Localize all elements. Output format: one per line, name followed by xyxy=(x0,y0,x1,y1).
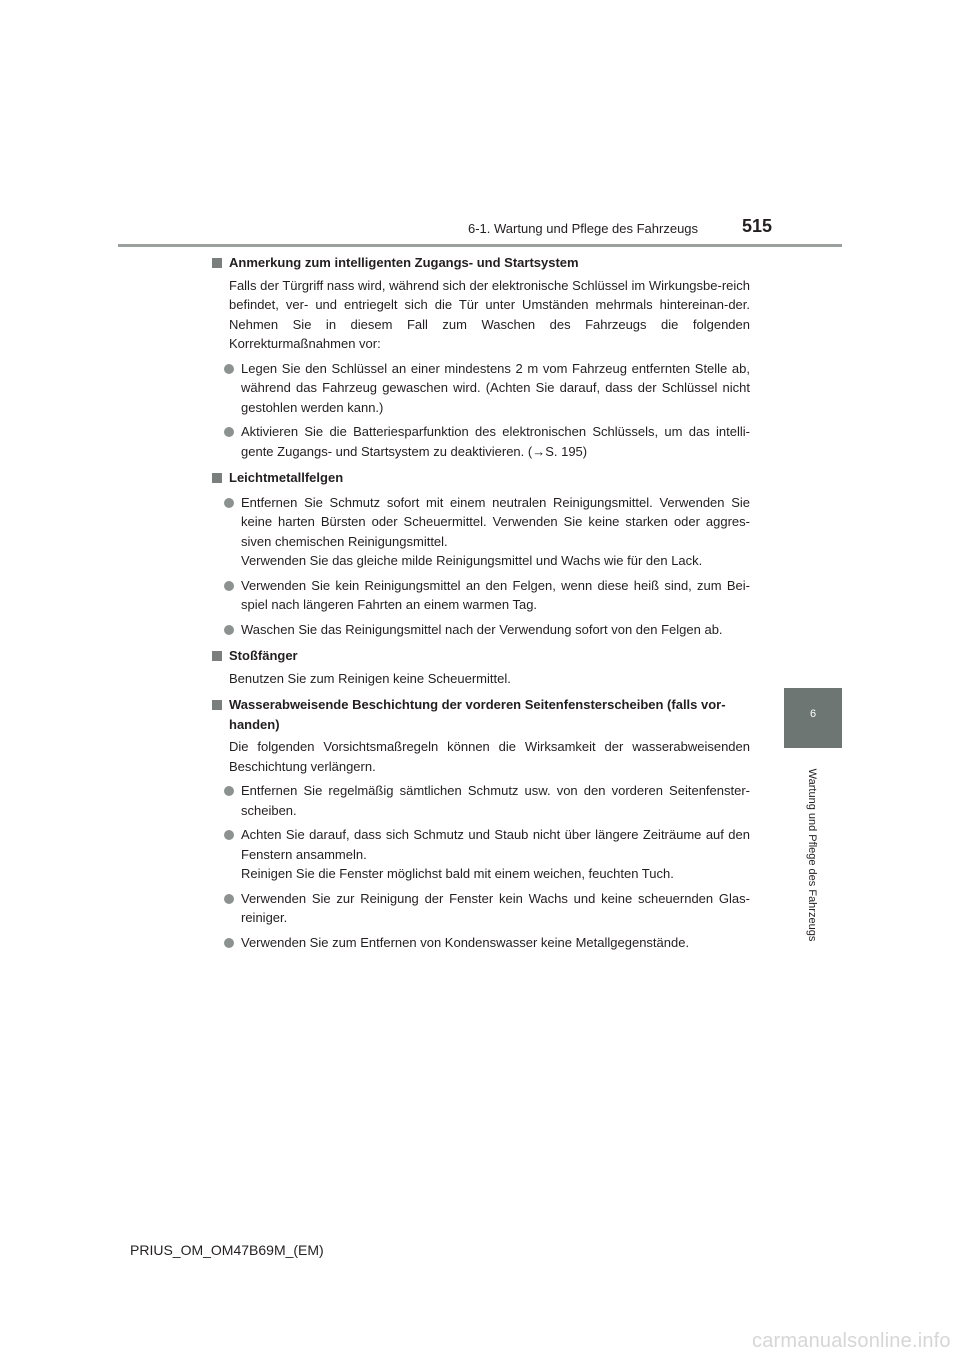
section-heading-text: Leichtmetallfelgen xyxy=(229,470,344,485)
bullet-text: Entfernen Sie Schmutz sofort mit einem neutralen Reinigungsmittel. Verwenden Sie keine harten Bürsten oder Scheuermittel. Verwenden Sie keine starken oder aggres-siven chemischen Reinigungsmittel. Verwenden Sie das gleiche milde Reinigungsmittel und Wachs wie für den Lack. xyxy=(241,494,750,568)
bullet-item xyxy=(210,889,750,928)
circle-bullet-icon xyxy=(224,364,234,374)
section-heading-text: Anmerkung zum intelligenten Zugangs- und Startsystem xyxy=(229,255,579,270)
header-rule xyxy=(118,244,842,247)
bullet-item xyxy=(210,422,750,461)
bullet-text: Waschen Sie das Reinigungsmittel nach der Verwendung sofort von den Felgen ab. xyxy=(241,621,723,637)
square-bullet-icon xyxy=(212,258,222,268)
chapter-tab-rule xyxy=(784,747,842,748)
page-content xyxy=(210,253,750,952)
section-paragraph: Falls der Türgriff nass wird, während sich der elektronische Schlüssel im Wirkungsbe-reich befindet, ver- und entriegelt sich die Tür unter Umständen mehrmals hintereinan-der. Nehmen Sie in diesem Fall zum Waschen des Fahrzeugs die folgenden Korrekturmaßnahmen vor: xyxy=(229,277,750,351)
circle-bullet-icon xyxy=(224,894,234,904)
bullet-item xyxy=(210,359,750,418)
square-bullet-icon xyxy=(212,473,222,483)
bullet-text: Aktivieren Sie die Batteriesparfunktion des elektronischen Schlüssels, um das intelli-gente Zugangs- und Startsystem zu deaktivieren. (→S. 195) xyxy=(241,424,750,459)
section-heading xyxy=(210,468,750,488)
square-bullet-icon xyxy=(212,651,222,661)
circle-bullet-icon xyxy=(224,786,234,796)
bullet-text: Legen Sie den Schlüssel an einer mindestens 2 m vom Fahrzeug entfernten Stelle ab, während das Fahrzeug gewaschen wird. (Achten Sie darauf, dass der Schlüssel nicht gestohlen werden kann.) xyxy=(241,360,750,415)
section-heading-text: Wasserabweisende Beschichtung der vorderen Seitenfensterscheiben (falls vor-handen) xyxy=(229,697,726,732)
bullet-item xyxy=(210,825,750,884)
section-heading xyxy=(210,646,750,666)
chapter-number: 6 xyxy=(809,708,817,720)
bullet-text: Entfernen Sie regelmäßig sämtlichen Schmutz usw. von den vorderen Seitenfenster-scheiben. xyxy=(241,783,750,818)
bullet-item xyxy=(210,493,750,571)
bullet-item xyxy=(210,781,750,820)
bullet-text: Verwenden Sie zur Reinigung der Fenster kein Wachs und keine scheuernden Glas-reiniger. xyxy=(241,890,750,925)
circle-bullet-icon xyxy=(224,625,234,635)
circle-bullet-icon xyxy=(224,830,234,840)
watermark: carmanualsonline.info xyxy=(752,1330,951,1352)
circle-bullet-icon xyxy=(224,938,234,948)
section-heading xyxy=(210,695,750,734)
section-paragraph: Benutzen Sie zum Reinigen keine Scheuermittel. xyxy=(229,670,511,686)
page-number: 515 xyxy=(742,216,773,236)
header-section-title: 6-1. Wartung und Pflege des Fahrzeugs xyxy=(468,221,699,236)
bullet-text: Achten Sie darauf, dass sich Schmutz und Staub nicht über längere Zeiträume auf den Fenstern ansammeln. Reinigen Sie die Fenster möglichst bald mit einem weichen, feuchten Tuch. xyxy=(241,827,750,881)
bullet-item xyxy=(210,620,750,640)
bullet-text: Verwenden Sie kein Reinigungsmittel an den Felgen, wenn diese heiß sind, zum Bei-spiel nach längeren Fahrten an einem warmen Tag. xyxy=(241,577,750,612)
section-heading xyxy=(210,253,750,273)
footer-doc-id: PRIUS_OM_OM47B69M_(EM) xyxy=(130,1242,324,1258)
square-bullet-icon xyxy=(212,700,222,710)
section-paragraph: Die folgenden Vorsichtsmaßregeln können die Wirksamkeit der wasserabweisenden Beschichtung verlängern. xyxy=(229,739,750,774)
chapter-tab xyxy=(784,688,842,747)
section-heading-text: Stoßfänger xyxy=(229,648,298,663)
bullet-text: Verwenden Sie zum Entfernen von Kondenswasser keine Metallgegenstände. xyxy=(241,934,690,950)
chapter-title: Wartung und Pflege des Fahrzeugs xyxy=(806,768,818,942)
bullet-item xyxy=(210,576,750,615)
circle-bullet-icon xyxy=(224,498,234,508)
circle-bullet-icon xyxy=(224,427,234,437)
circle-bullet-icon xyxy=(224,581,234,591)
bullet-item xyxy=(210,933,750,953)
